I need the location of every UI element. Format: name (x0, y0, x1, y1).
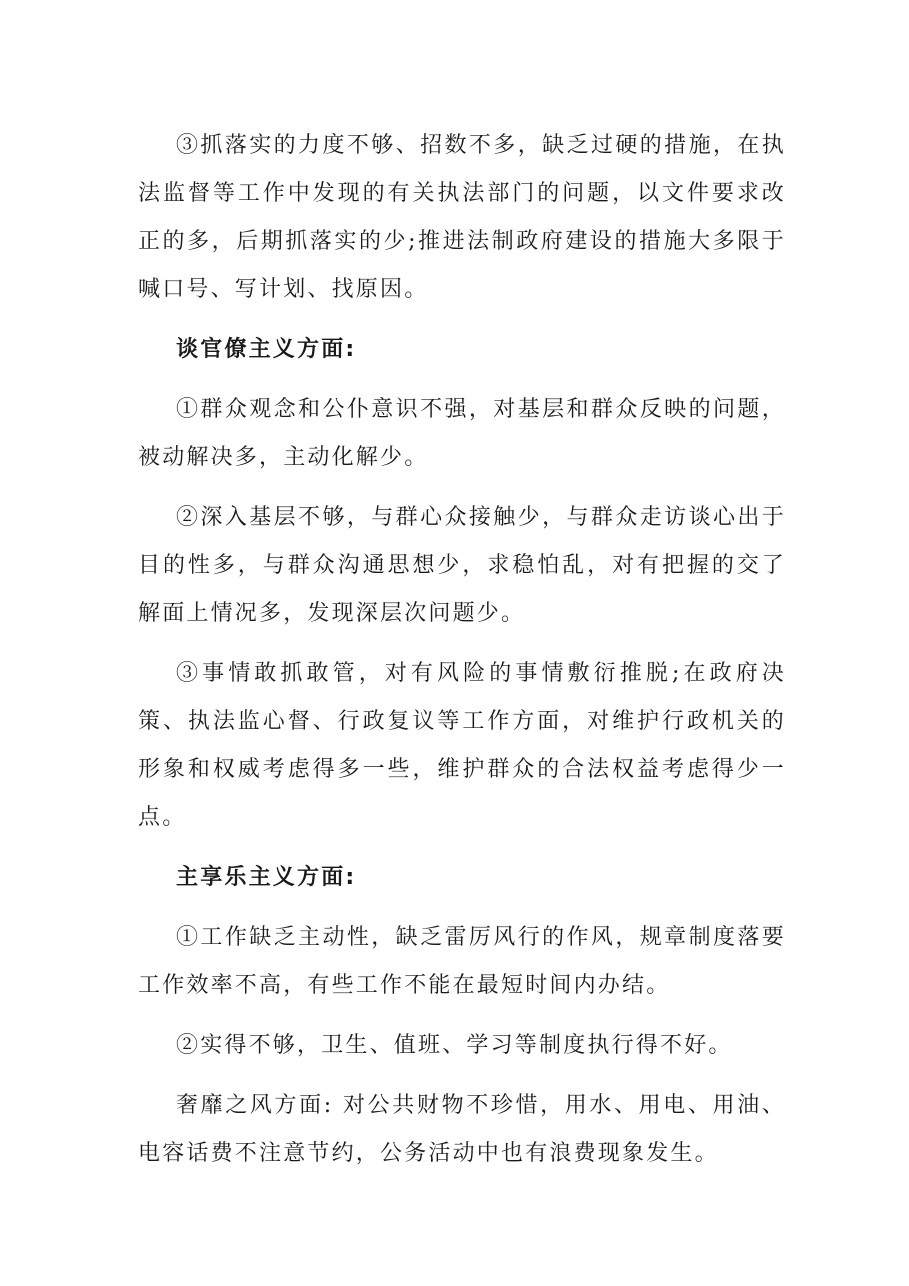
paragraph-gap (138, 1010, 786, 1022)
paragraph-grassroots: ②深入基层不够，与群心众接触少，与群众走访谈心出于目的性多，与群众沟通思想少，求稳怕乱，对有把握的交了解面上情况多，发现深层次问题少。 (138, 505, 786, 626)
paragraph-initiative: ①工作缺乏主动性，缺乏雷厉风行的作风，规章制度落要工作效率不高，有些工作不能在最短时间内办结。 (138, 925, 786, 998)
paragraph-gap (138, 842, 786, 854)
paragraph-extravagance: 奢靡之风方面: 对公共财物不珍惜，用水、用电、用油、电容话费不注意节约，公务活动中也有浪费现象发生。 (138, 1093, 786, 1166)
paragraph-gap (138, 902, 786, 914)
paragraph-gap (138, 638, 786, 650)
paragraph-rules: ②实得不够，卫生、值班、学习等制度执行得不好。 (176, 1033, 733, 1058)
heading-hedonism: 主享乐主义方面: (176, 865, 357, 890)
heading-bureaucratism: 谈官僚主义方面: (176, 337, 357, 362)
paragraph-gap (138, 314, 786, 326)
paragraph-gap (138, 1070, 786, 1082)
paragraph-risk: ③事情敢抓敢管，对有风险的事情敷衍推脱;在政府决策、执法监心督、行政复议等工作方面，对维护行政机关的形象和权威考虑得多一些，维护群众的合法权益考虑得少一点。 (138, 661, 786, 830)
paragraph-gap (138, 482, 786, 494)
paragraph-implementation: ③抓落实的力度不够、招数不多，缺乏过硬的措施，在执法监督等工作中发现的有关执法部门的问题，以文件要求改正的多，后期抓落实的少;推进法制政府建设的措施大多限于喊口号、写计划、找原因。 (138, 133, 786, 302)
document-body (138, 122, 786, 1178)
paragraph-gap (138, 374, 786, 386)
paragraph-mass-awareness: ①群众观念和公仆意识不强，对基层和群众反映的问题，被动解决多，主动化解少。 (138, 397, 786, 470)
